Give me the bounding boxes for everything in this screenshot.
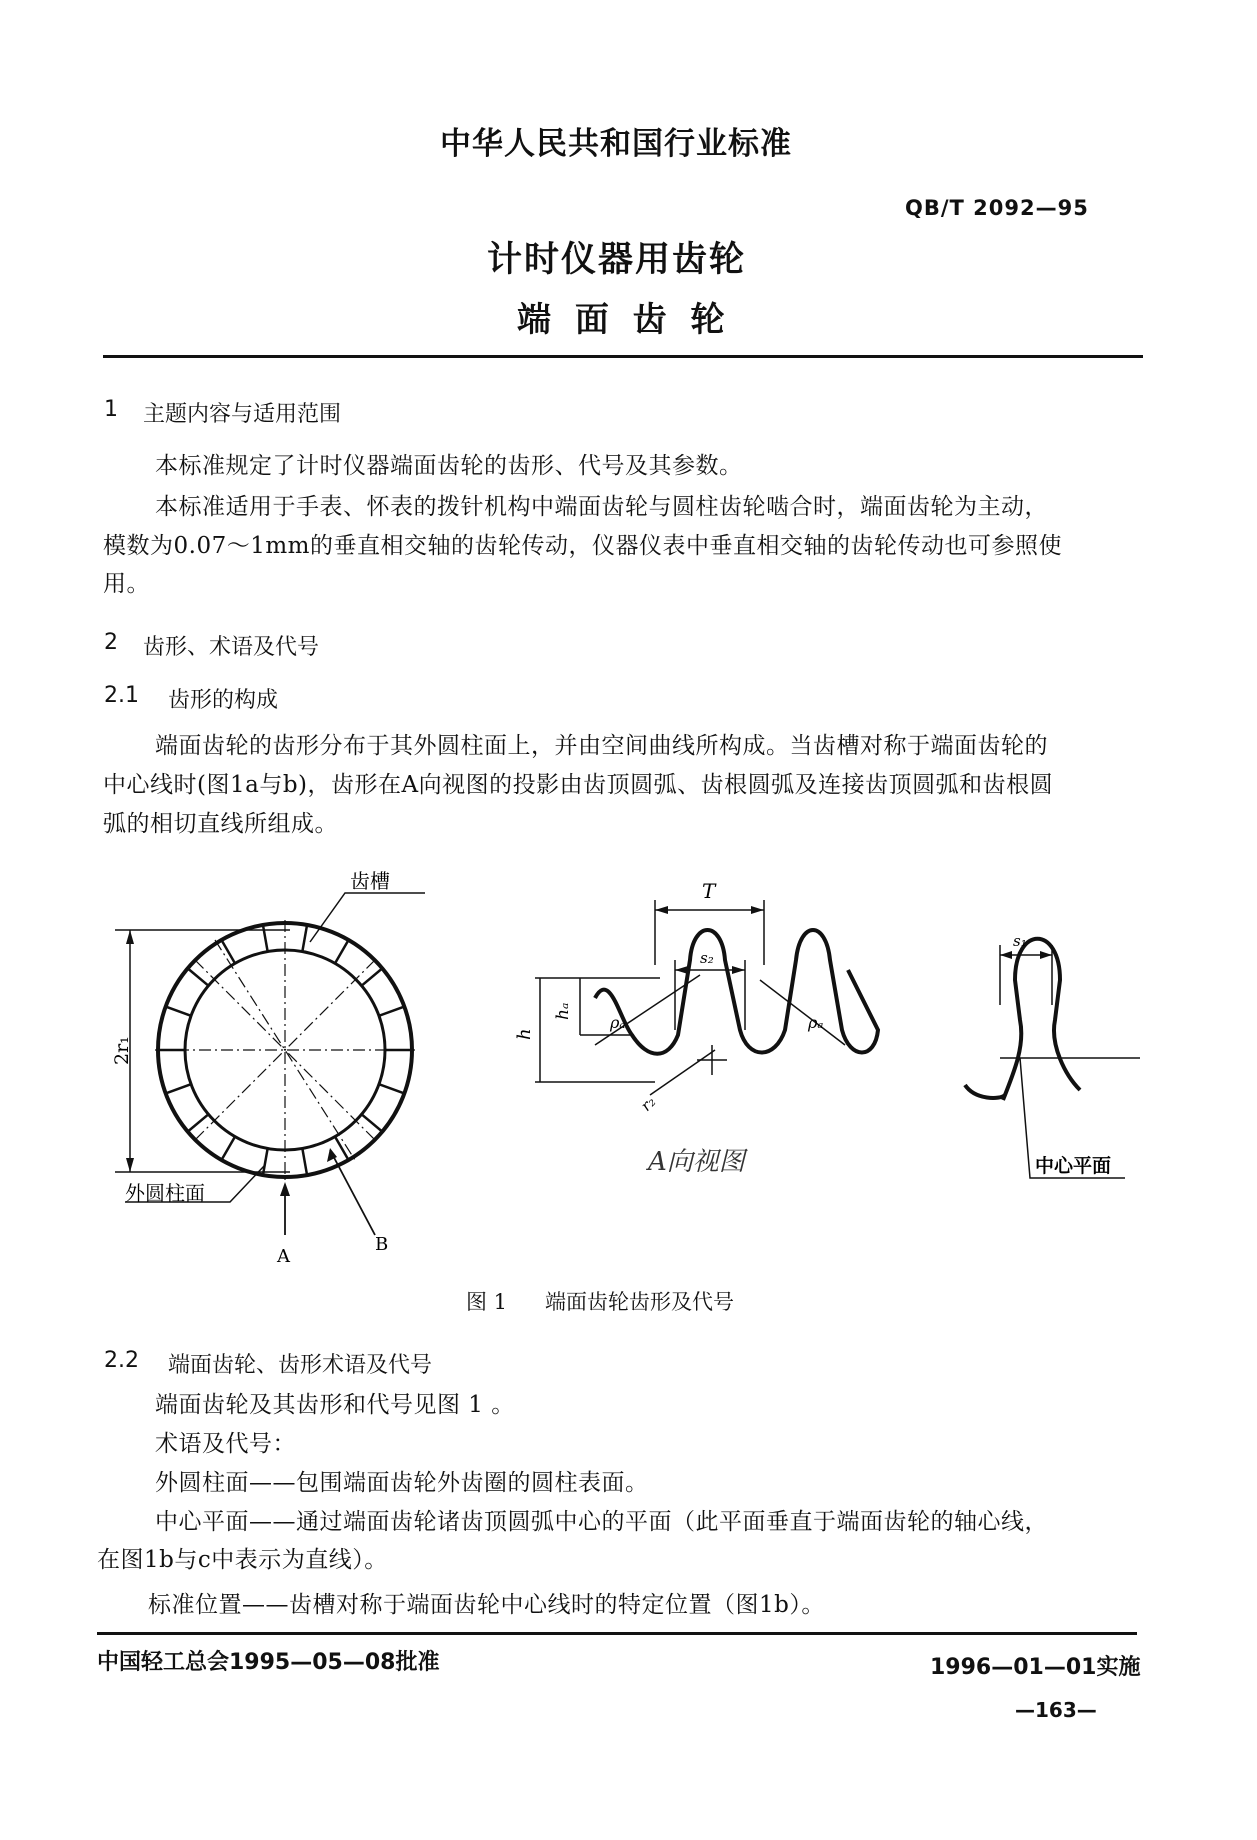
label-center-plane: 中心平面 — [1035, 1155, 1112, 1177]
section2-2-line1: 端面齿轮及其齿形和代号见图 1 。 — [155, 1392, 515, 1418]
label-ha: hₐ — [553, 1002, 573, 1020]
label-chicao: 齿槽 — [350, 869, 390, 893]
tooth-slot-line — [362, 1114, 383, 1131]
label-A: A — [277, 1246, 290, 1267]
label-rho-left: ρₐ — [610, 1013, 626, 1032]
footer-rule — [97, 1632, 1137, 1635]
doc-title: 计时仪器用齿轮 — [487, 240, 747, 280]
tooth-slot-line — [379, 1007, 404, 1016]
single-tooth — [1003, 939, 1080, 1100]
label-2r1: 2r₁ — [111, 1036, 133, 1065]
label-waiyuan: 外圆柱面 — [125, 1181, 205, 1205]
section1-num: 1 — [104, 397, 118, 422]
section1-p2-line2: 模数为0.07～1mm的垂直相交轴的齿轮传动，仪器仪表中垂直相交轴的齿轮传动也可参照使 — [103, 533, 1062, 559]
label-a-view: A向视图 — [648, 1147, 745, 1177]
figure-caption-num: 图 1 — [466, 1290, 508, 1314]
tooth-slot-line — [166, 1007, 191, 1016]
standard-type: 中华人民共和国行业标准 — [440, 126, 792, 162]
label-h: h — [514, 1028, 535, 1040]
approval-date: 中国轻工总会1995—05—08批准 — [97, 1650, 440, 1675]
tooth-slot-line — [222, 1137, 236, 1160]
page-number: —163— — [1015, 1698, 1097, 1722]
section1-heading: 主题内容与适用范围 — [143, 402, 342, 427]
a-direction-view — [535, 900, 878, 1095]
section2-1-num: 2.1 — [104, 683, 139, 708]
figure-1 — [0, 860, 1257, 1280]
section2-1-heading: 齿形的构成 — [168, 688, 279, 713]
standard-code: QB/T 2092—95 — [905, 196, 1089, 220]
header-rule — [103, 355, 1143, 358]
center-plane-view — [965, 939, 1140, 1178]
figure-caption-text: 端面齿轮齿形及代号 — [545, 1290, 734, 1314]
tooth-slot-line — [335, 940, 349, 963]
doc-subtitle: 端 面 齿 轮 — [517, 300, 731, 340]
tooth-slot-line — [302, 925, 307, 952]
label-rho-right: ρₐ — [808, 1013, 824, 1032]
section2-1-line3: 弧的相切直线所组成。 — [103, 811, 338, 837]
section2-1-line2: 中心线时(图1a与b)，齿形在A向视图的投影由齿顶圆弧、齿根圆弧及连接齿顶圆弧和齿根圆 — [103, 772, 1054, 798]
label-T: T — [702, 879, 716, 903]
tooth-profile — [595, 930, 878, 1054]
label-r2: r₂ — [637, 1092, 660, 1115]
section2-2-heading: 端面齿轮、齿形术语及代号 — [168, 1353, 433, 1378]
section1-p2-line1: 本标准适用于手表、怀表的拨针机构中端面齿轮与圆柱齿轮啮合时，端面齿轮为主动， — [155, 494, 1048, 520]
section2-2-line2: 术语及代号： — [155, 1431, 296, 1457]
section2-heading: 齿形、术语及代号 — [143, 635, 320, 660]
label-s2: s₂ — [700, 949, 714, 967]
section2-2-line6: 标准位置——齿槽对称于端面齿轮中心线时的特定位置（图1b）。 — [148, 1592, 825, 1618]
tooth-slot-line — [362, 968, 383, 985]
tooth-slot-line — [263, 1148, 268, 1175]
tooth-slot-line — [188, 968, 209, 985]
section2-2-line3: 外圆柱面——包围端面齿轮外齿圈的圆柱表面。 — [155, 1470, 649, 1496]
tooth-slot-line — [166, 1084, 191, 1093]
tooth-slot-line — [379, 1084, 404, 1093]
section2-num: 2 — [104, 630, 118, 655]
tooth-slot-line — [188, 1114, 209, 1131]
tooth-slot-line — [263, 925, 268, 952]
tooth-slot-line — [302, 1148, 307, 1175]
label-B: B — [375, 1234, 389, 1255]
section2-2-line5: 在图1b与c中表示为直线）。 — [97, 1547, 388, 1573]
section2-1-line1: 端面齿轮的齿形分布于其外圆柱面上，并由空间曲线所构成。当齿槽对称于端面齿轮的 — [155, 733, 1048, 759]
section2-2-line4: 中心平面——通过端面齿轮诸齿顶圆弧中心的平面（此平面垂直于端面齿轮的轴心线， — [155, 1509, 1048, 1535]
label-s1: s₁ — [1013, 932, 1027, 950]
section1-p2-line3: 用。 — [103, 571, 150, 597]
effective-date: 1996—01—01实施 — [930, 1655, 1141, 1680]
section2-2-num: 2.2 — [104, 1348, 139, 1373]
section1-p1: 本标准规定了计时仪器端面齿轮的齿形、代号及其参数。 — [155, 453, 743, 479]
